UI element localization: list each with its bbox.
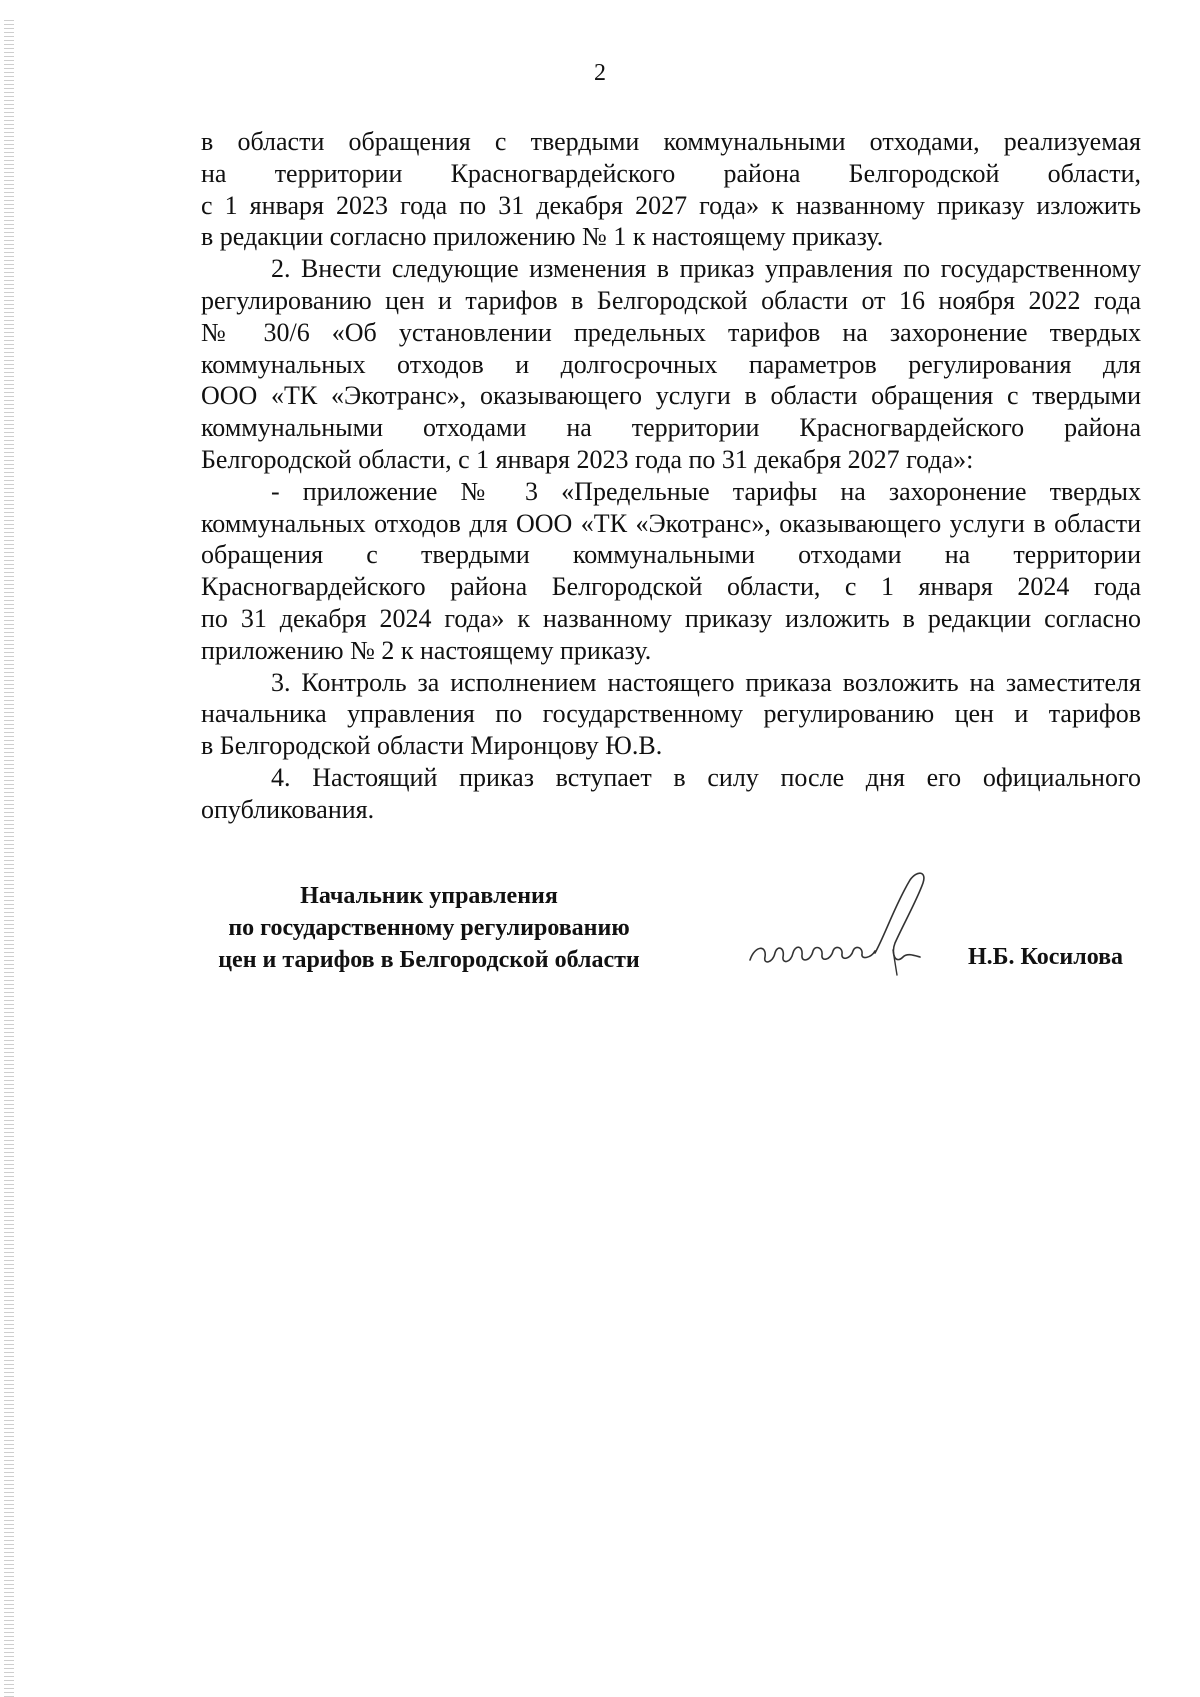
signatory-position-line: цен и тарифов в Белгородской области	[218, 947, 640, 973]
text-line: коммунальных отходов и долгосрочных параметров регулирования для	[201, 349, 1141, 379]
text-line: 3. Контроль за исполнением настоящего приказа возложить на заместителя	[271, 667, 1141, 697]
text-line: в Белгородской области Миронцову Ю.В.	[201, 731, 663, 761]
text-line: приложению № 2 к настоящему приказу.	[201, 635, 652, 665]
signatory-position-line: Начальник управления	[300, 883, 558, 909]
text-line: коммунальных отходов для ООО «ТК «Экотранс», оказывающего услуги в области	[201, 508, 1141, 538]
scan-edge-artifact	[4, 20, 14, 1697]
text-line: Красногвардейского района Белгородской области, с 1 января 2024 года	[201, 572, 1141, 602]
text-line: № 30/6 «Об установлении предельных тарифов на захоронение твердых	[201, 317, 1141, 347]
handwritten-signature	[745, 865, 945, 985]
text-line: по 31 декабря 2024 года» к названному приказу изложить в редакции согласно	[201, 603, 1141, 633]
text-line: 2. Внести следующие изменения в приказ управления по государственному	[271, 254, 1141, 284]
paragraph-5	[201, 762, 1141, 826]
text-line: 4. Настоящий приказ вступает в силу после дня его официального	[271, 762, 1141, 792]
text-line: - приложение № 3 «Предельные тарифы на захоронение твердых	[271, 476, 1141, 506]
text-line: в области обращения с твердыми коммунальными отходами, реализуемая	[201, 127, 1141, 156]
text-line: ООО «ТК «Экотранс», оказывающего услуги в области обращения с твердыми	[201, 381, 1141, 411]
signatory-position	[189, 880, 669, 976]
signatory-name: Н.Б. Косилова	[968, 944, 1124, 970]
text-line: начальника управления по государственному регулированию цен и тарифов	[201, 699, 1141, 729]
text-line: обращения с твердыми коммунальными отходами на территории	[201, 540, 1141, 570]
paragraph-1	[201, 126, 1141, 253]
text-line: на территории Красногвардейского района Белгородской области,	[201, 158, 1141, 188]
document-body	[201, 126, 1141, 826]
text-line: Белгородской области, с 1 января 2023 года по 31 декабря 2027 года»:	[201, 444, 974, 474]
text-line: регулированию цен и тарифов в Белгородской области от 16 ноября 2022 года	[201, 285, 1141, 315]
signatory-position-line: по государственному регулированию	[228, 915, 630, 941]
paragraph-2	[201, 253, 1141, 476]
page-number: 2	[594, 60, 606, 86]
paragraph-3	[201, 476, 1141, 667]
paragraph-4	[201, 667, 1141, 762]
text-line: опубликования.	[201, 794, 375, 824]
text-line: в редакции согласно приложению № 1 к настоящему приказу.	[201, 222, 884, 252]
text-line: с 1 января 2023 года по 31 декабря 2027 года» к названному приказу изложить	[201, 190, 1141, 220]
text-line: коммунальными отходами на территории Красногвардейского района	[201, 413, 1141, 443]
